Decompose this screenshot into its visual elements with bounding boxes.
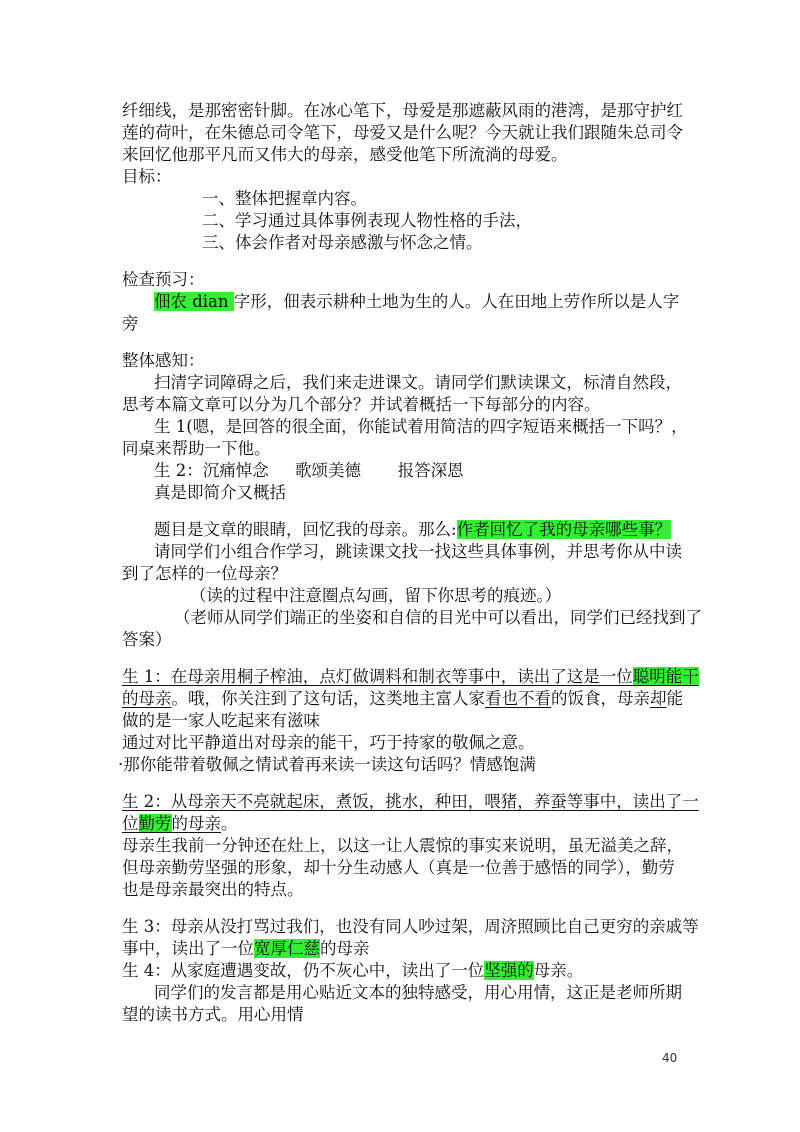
text: 莲的荷叶，在朱德总司令笔下，母爱又是什么呢？今天就让我们跟随朱总司令 — [122, 123, 683, 142]
text: 望的读书方式。用心用情 — [122, 1005, 304, 1024]
text: 检查预习： — [122, 270, 205, 289]
text-line — [122, 563, 287, 585]
text: 来回忆他那平凡而又伟大的母亲，感受他笔下所流淌的母爱。 — [122, 145, 568, 164]
text: （读的过程中注意圈点勾画，留下你思考的痕迹。） — [190, 586, 562, 605]
text: （老师从同学们端正的坐姿和自信的目光中可以看出，同学们已经找到了 — [174, 608, 702, 627]
underlined-text: 的母亲 — [171, 814, 221, 833]
text: 思考本篇文章可以分为几个部分？并试着概括一下每部分的内容。 — [122, 395, 601, 414]
text-line — [122, 960, 583, 982]
text: 目标： — [122, 167, 172, 186]
text-line — [122, 100, 683, 122]
text: 做的是一家人吃起来有滋味 — [122, 711, 320, 730]
goal-item — [202, 232, 483, 254]
text-line — [122, 732, 535, 754]
bullet-line — [118, 754, 536, 776]
text: ·那你能带着敬佩之情试着再来读一读这句话吗？情感饱满 — [118, 755, 536, 774]
text-line — [174, 607, 702, 629]
text-line — [122, 916, 699, 938]
text: 。哦，你关注到了这句话，这类地主富人家 — [171, 689, 485, 708]
text-line — [154, 416, 688, 438]
text: 同学们的发言都是用心贴近文本的独特感受，用心用情，这正是老师所期 — [154, 983, 682, 1002]
highlight-term: 坚强的 — [484, 961, 534, 980]
text: 母亲。 — [533, 961, 584, 980]
text: 请同学们小组合作学习，跳读课文找一找这些具体事例，并思考你从中读 — [154, 542, 682, 561]
text-line — [122, 629, 172, 651]
text: 三、体会作者对母亲感激与怀念之情。 — [202, 233, 483, 252]
highlight-term: 宽厚仁慈 — [254, 939, 320, 958]
text: 扫清字词障碍之后，我们来走进课文。请同学们默读课文，标清自然段， — [154, 373, 682, 392]
goal-item — [202, 188, 367, 210]
text-line — [122, 122, 683, 144]
text-line — [122, 394, 601, 416]
text-line — [122, 813, 238, 835]
text: 能 — [666, 689, 683, 708]
text: 生 3：母亲从没打骂过我们，也没有同人吵过架，周济照顾比自己更穷的亲戚等 — [122, 917, 699, 936]
text: 字形，佃表示耕种土地为生的人。人在田地上劳作所以是人字 — [233, 292, 680, 311]
text-line — [154, 519, 671, 541]
highlight-term: 勤劳 — [138, 814, 172, 833]
text: 母亲生我前一分钟还在灶上，以这一让人震惊的事实来说明，虽无溢美之辞， — [122, 836, 683, 855]
text-line — [122, 438, 271, 460]
text: 的饭食，母亲 — [551, 689, 650, 708]
section-heading-overview — [122, 350, 205, 372]
text-line — [122, 857, 675, 879]
text-line — [154, 460, 464, 482]
underlined-text: 生 1：在母亲用桐子榨油，点灯做调料和制衣等事中，读出了这是一位 — [122, 667, 633, 686]
text: 到了怎样的一位母亲？ — [122, 564, 287, 583]
text: 。 — [221, 814, 238, 833]
underlined-text: 位 — [122, 814, 139, 833]
highlight-term: 聪明能干 — [632, 667, 699, 686]
text: 真是即简介又概括 — [154, 483, 286, 502]
text: 生 4：从家庭遭遇变故，仍不灰心中，读出了一位 — [122, 961, 485, 980]
underlined-text: 看也不看 — [485, 689, 551, 708]
text-line — [154, 291, 679, 313]
text: 二、学习通过具体事例表现人物性格的手法， — [202, 211, 532, 230]
text-line — [190, 585, 561, 607]
text-line — [154, 541, 682, 563]
text: 纤细线，是那密密针脚。在冰心笔下，母爱是那遮蔽风雨的港湾，是那守护红 — [122, 101, 683, 120]
text-line — [122, 710, 320, 732]
text: 但母亲勤劳坚强的形象，却十分生动感人（真是一位善于感悟的同学），勤劳 — [122, 858, 675, 877]
text-line — [154, 372, 682, 394]
section-heading-goals — [122, 166, 172, 188]
text: 同桌来帮助一下他。 — [122, 439, 271, 458]
text-line — [122, 1004, 304, 1026]
text: 也是母亲最突出的特点。 — [122, 880, 304, 899]
text: 生 1(嗯，是回答的很全面，你能试着用简洁的四字短语来概括一下吗？， — [154, 417, 688, 436]
text: 答案） — [122, 630, 172, 649]
text: 一、整体把握章内容。 — [202, 189, 367, 208]
text: 事中，读出了一位 — [122, 939, 254, 958]
underlined-text: 却 — [650, 689, 667, 708]
highlight-question: 作者回忆了我的母亲哪些事？ — [456, 520, 672, 539]
text: 生 2：沉痛悼念 歌颂美德 报答深恩 — [154, 461, 464, 480]
text: 整体感知： — [122, 351, 205, 370]
underlined-text: 的母亲 — [122, 689, 172, 708]
text: 的母亲 — [320, 939, 370, 958]
text-line — [122, 938, 370, 960]
highlight-term: 佃农 dian — [154, 292, 234, 311]
underlined-text: 生 2：从母亲天不亮就起床，煮饭，挑水，种田，喂猪，养蚕等事中，读出了一 — [122, 792, 699, 811]
text: 题目是文章的眼睛，回忆我的母亲。那么: — [154, 520, 457, 539]
text-line — [122, 791, 699, 813]
text-line — [122, 879, 304, 901]
goal-item — [202, 210, 532, 232]
text-line — [154, 982, 682, 1004]
text-line — [122, 835, 683, 857]
text: 通过对比平静道出对母亲的能干，巧于持家的敬佩之意。 — [122, 733, 535, 752]
text-line — [122, 313, 139, 335]
text-line — [122, 144, 568, 166]
text-line — [154, 482, 286, 504]
text-line — [122, 666, 699, 688]
text-line — [122, 688, 683, 710]
page-number: 40 — [662, 1051, 678, 1065]
section-heading-preview — [122, 269, 205, 291]
text: 旁 — [122, 314, 139, 333]
